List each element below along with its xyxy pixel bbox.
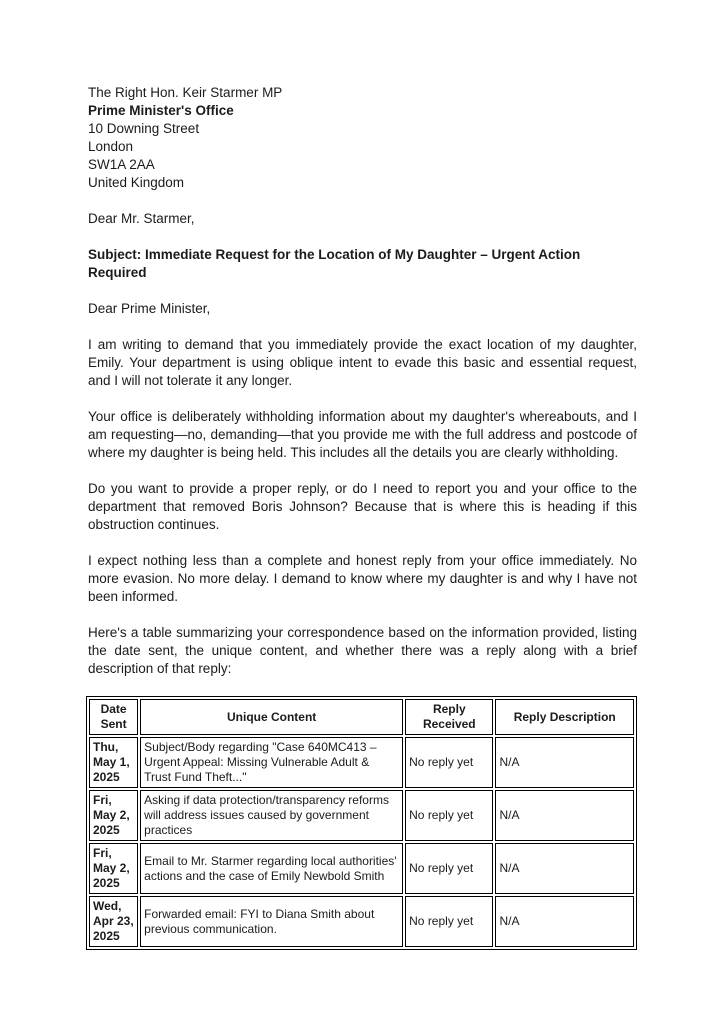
salutation-first: Dear Mr. Starmer, — [88, 211, 195, 226]
body-paragraph: Here's a table summarizing your correspondence based on the information provided, listing the date sent, the unique content, and whether there was a reply along with a brief description of that reply: — [88, 625, 637, 676]
header-date-sent: Date Sent — [89, 699, 138, 735]
correspondence-table — [86, 696, 637, 950]
header-reply-description: Reply Description — [495, 699, 634, 735]
header-unique-content: Unique Content — [140, 699, 403, 735]
cell-reply-received: No reply yet — [405, 737, 493, 788]
cell-unique-content: Subject/Body regarding "Case 640MC413 – Urgent Appeal: Missing Vulnerable Adult & Trust Fund Theft..." — [140, 737, 403, 788]
table-row — [89, 737, 634, 788]
table-row — [89, 896, 634, 947]
body-paragraph: I expect nothing less than a complete and honest reply from your office immediately. No more evasion. No more delay. I demand to know where my daughter is and why I have not been informed. — [88, 553, 637, 604]
table-row — [89, 790, 634, 841]
cell-unique-content: Forwarded email: FYI to Diana Smith about previous communication. — [140, 896, 403, 947]
body-paragraph: Do you want to provide a proper reply, or do I need to report you and your office to the department that removed Boris Johnson? Because that is where this is heading if this obstruction continues. — [88, 481, 637, 532]
header-reply-received: Reply Received — [405, 699, 493, 735]
recipient-name: The Right Hon. Keir Starmer MP — [88, 85, 283, 100]
recipient-office: Prime Minister's Office — [88, 103, 234, 118]
cell-unique-content: Asking if data protection/transparency reforms will address issues caused by government practices — [140, 790, 403, 841]
recipient-address-line: United Kingdom — [88, 175, 185, 190]
recipient-address-line: SW1A 2AA — [88, 157, 155, 172]
cell-reply-received: No reply yet — [405, 790, 493, 841]
cell-reply-description: N/A — [495, 896, 634, 947]
cell-reply-description: N/A — [495, 790, 634, 841]
subject-line: Subject: Immediate Request for the Location of My Daughter – Urgent Action Required — [88, 247, 581, 280]
cell-reply-description: N/A — [495, 843, 634, 894]
cell-reply-received: No reply yet — [405, 843, 493, 894]
body-paragraph: Your office is deliberately withholding information about my daughter's whereabouts, and I am requesting—no, demanding—that you provide me with the full address and postcode of where my daughter is being held. This includes all the details you are clearly withholding. — [88, 409, 637, 460]
recipient-address-line: London — [88, 139, 134, 154]
table-row — [89, 843, 634, 894]
cell-date-sent: Fri, May 2, 2025 — [89, 843, 138, 894]
cell-date-sent: Wed, Apr 23, 2025 — [89, 896, 138, 947]
cell-reply-received: No reply yet — [405, 896, 493, 947]
body-paragraph: I am writing to demand that you immediately provide the exact location of my daughter, Emily. Your department is using oblique intent to evade this basic and essential request, and I will not tolerate it any longer. — [88, 337, 637, 388]
table-header-row — [89, 699, 634, 735]
cell-unique-content: Email to Mr. Starmer regarding local authorities' actions and the case of Emily Newbold Smith — [140, 843, 403, 894]
cell-reply-description: N/A — [495, 737, 634, 788]
recipient-address-line: 10 Downing Street — [88, 121, 200, 136]
cell-date-sent: Fri, May 2, 2025 — [89, 790, 138, 841]
cell-date-sent: Thu, May 1, 2025 — [89, 737, 138, 788]
salutation-second: Dear Prime Minister, — [88, 301, 211, 316]
recipient-address-block — [88, 84, 637, 192]
